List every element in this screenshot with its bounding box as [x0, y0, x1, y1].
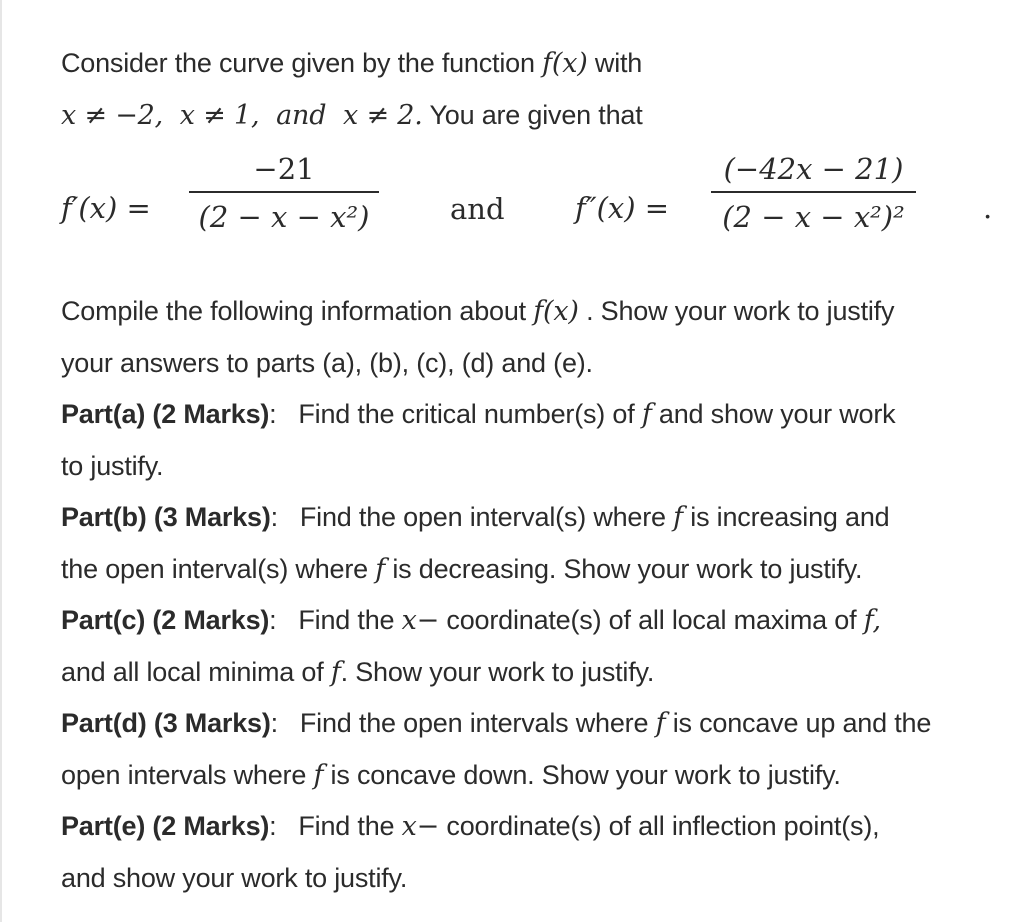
intro-text: Consider the curve given by the function	[61, 48, 543, 78]
x-variable: x−	[401, 811, 440, 842]
intro-line-2	[61, 90, 1001, 142]
part-a-text-2: to justify.	[61, 450, 164, 481]
part-e-text-end: coordinate(s) of all inflection point(s),	[439, 811, 880, 841]
part-e-colon: :	[269, 811, 277, 841]
function-name: f(x)	[533, 296, 579, 327]
compile-line-2	[61, 338, 1001, 390]
part-d-colon: :	[270, 708, 278, 738]
and-word: and	[450, 192, 505, 226]
part-c-line-1	[61, 595, 1001, 647]
function-symbol: f	[655, 708, 666, 739]
second-derivative-numerator: (−42x − 21)	[723, 152, 904, 186]
part-c-label: Part(c) (2 Marks)	[61, 605, 270, 635]
intro-given-text: You are given that	[422, 99, 643, 130]
part-c-text-mid: coordinate(s) of all local maxima of	[439, 605, 864, 635]
function-symbol: f	[641, 399, 652, 430]
part-b-line-1	[61, 492, 1001, 544]
part-d-text-2: open intervals where	[61, 759, 314, 790]
part-d-line-2	[61, 750, 1001, 802]
part-d-line-1	[61, 698, 1001, 750]
intro-line-1	[61, 38, 1001, 90]
part-e-label: Part(e) (2 Marks)	[61, 811, 270, 841]
second-derivative-lhs: f″(x) =	[575, 191, 670, 225]
first-derivative-fraction	[189, 149, 379, 237]
compile-text-end: . Show your work to justify	[578, 296, 895, 326]
function-name: f(x)	[542, 48, 588, 79]
part-e-line-1	[61, 801, 1001, 853]
part-a-label: Part(a) (2 Marks)	[61, 399, 270, 429]
problem-statement	[61, 38, 1001, 904]
equation-period: .	[983, 191, 993, 225]
part-c-text-2-end: . Show your work to justify.	[340, 656, 655, 687]
part-d-text: Find the open intervals where	[277, 708, 656, 738]
part-d-text-2-end: is concave down. Show your work to justify.	[323, 759, 841, 790]
part-b-text-2: the open interval(s) where	[61, 553, 376, 584]
part-e-text: Find the	[276, 811, 402, 841]
first-derivative-numerator: −21	[253, 152, 315, 186]
page-left-border	[0, 0, 2, 922]
x-variable: x−	[401, 605, 440, 636]
part-d-text-end: is concave up and the	[665, 708, 932, 738]
part-b-colon: :	[270, 502, 278, 532]
function-symbol: f	[330, 656, 341, 688]
part-b-label: Part(b) (3 Marks)	[61, 502, 271, 532]
part-c-line-2	[61, 647, 1001, 699]
compile-line-1	[61, 286, 1001, 338]
part-c-text: Find the	[276, 605, 402, 635]
part-c-colon: :	[269, 605, 277, 635]
part-e-text-2: and show your work to justify.	[61, 862, 408, 893]
second-derivative-fraction	[711, 149, 916, 237]
part-b-text-2-end: is decreasing. Show your work to justify.	[385, 553, 863, 584]
part-b-text-end: is increasing and	[682, 502, 890, 532]
fraction-bar	[711, 191, 916, 193]
part-a-line-2	[61, 441, 1001, 493]
part-a-colon: :	[269, 399, 277, 429]
part-b-text: Find the open interval(s) where	[277, 502, 674, 532]
first-derivative-denominator: (2 − x − x²)	[198, 199, 370, 234]
compile-text: Compile the following information about	[61, 296, 534, 326]
part-d-label: Part(d) (3 Marks)	[61, 708, 271, 738]
intro-text-end: with	[587, 48, 643, 78]
part-a-line-1	[61, 389, 1001, 441]
part-c-text-2: and all local minima of	[61, 656, 331, 687]
part-b-line-2	[61, 544, 1001, 596]
part-e-line-2	[61, 853, 1001, 905]
compile-text-2: your answers to parts (a), (b), (c), (d) and (e).	[61, 347, 593, 378]
domain-conditions: x ≠ −2, x ≠ 1, and x ≠ 2.	[61, 99, 423, 131]
function-symbol: f	[375, 553, 386, 585]
derivative-equations	[61, 141, 1001, 286]
second-derivative-denominator: (2 − x − x²)²	[722, 199, 905, 234]
first-derivative-lhs: f′(x) =	[61, 191, 151, 225]
fraction-bar	[189, 191, 379, 193]
part-a-text-end: and show your work	[651, 399, 896, 429]
function-symbol: f,	[863, 605, 881, 636]
part-a-text: Find the critical number(s) of	[276, 399, 642, 429]
function-symbol: f	[673, 502, 683, 533]
function-symbol: f	[313, 759, 324, 791]
